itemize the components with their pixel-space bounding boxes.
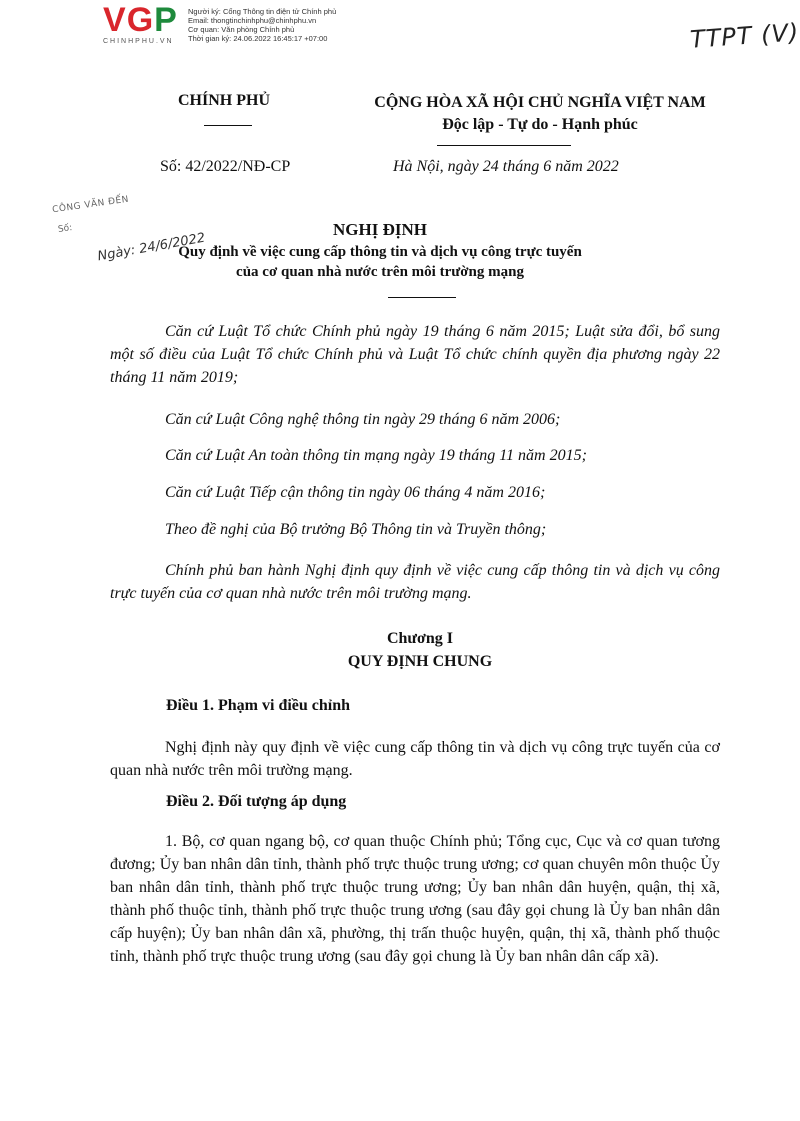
signature-agency: Cơ quan: Văn phòng Chính phủ xyxy=(188,25,295,34)
article-2-heading: Điều 2. Đối tượng áp dụng xyxy=(166,793,347,810)
chapter-number: Chương I xyxy=(386,630,454,647)
nation-name: CỘNG HÒA XÃ HỘI CHỦ NGHĨA VIỆT NAM xyxy=(374,94,706,111)
legal-basis-5: Theo đề nghị của Bộ trưởng Bộ Thông tin và Truyền thông; xyxy=(165,521,547,538)
vgp-logo: VGP xyxy=(103,1,178,39)
legal-basis-3: Căn cứ Luật An toàn thông tin mạng ngày 19 tháng 11 năm 2015; xyxy=(165,447,587,464)
title-underline xyxy=(388,297,456,298)
decree-type: NGHỊ ĐỊNH xyxy=(333,220,427,239)
decree-subject-line-1: Quy định về việc cung cấp thông tin và dịch vụ công trực tuyến xyxy=(178,244,582,260)
chapter-name: QUY ĐỊNH CHUNG xyxy=(347,653,493,670)
legal-basis-1: Căn cứ Luật Tổ chức Chính phủ ngày 19 tháng 6 năm 2015; Luật sửa đổi, bổ sung một số điều của Luật Tổ chức Chính phủ và Luật Tổ chức chính quyền địa phương ngày 22 tháng 11 năm 2019; xyxy=(110,323,720,386)
signature-info xyxy=(188,7,336,43)
handwritten-note: TTPT (V) xyxy=(689,18,800,54)
motto-underline xyxy=(437,145,571,146)
legal-basis-2: Căn cứ Luật Công nghệ thông tin ngày 29 tháng 6 năm 2006; xyxy=(165,411,561,428)
chapter-heading xyxy=(220,627,620,673)
issuing-organization: CHÍNH PHỦ xyxy=(178,92,270,109)
document-number: Số: 42/2022/NĐ-CP xyxy=(160,158,291,175)
organization-underline xyxy=(204,125,252,126)
stamp-line-2: Số: xyxy=(57,223,73,235)
national-motto: Độc lập - Tự do - Hạnh phúc xyxy=(442,116,638,133)
decree-title xyxy=(150,220,610,282)
decree-subject-line-2: của cơ quan nhà nước trên môi trường mạng xyxy=(236,264,524,280)
legal-basis-4: Căn cứ Luật Tiếp cận thông tin ngày 06 tháng 4 năm 2016; xyxy=(165,484,546,501)
article-1-heading: Điều 1. Phạm vi điều chỉnh xyxy=(166,697,351,714)
signature-time: Thời gian ký: 24.06.2022 16:45:17 +07:00 xyxy=(188,34,328,43)
signature-email: Email: thongtinchinhphu@chinhphu.vn xyxy=(188,16,317,25)
article-2-body: 1. Bộ, cơ quan ngang bộ, cơ quan thuộc Chính phủ; Tổng cục, Cục và cơ quan tương đương; Ủy ban nhân dân tỉnh, thành phố trực thuộc trung ương; cơ quan chuyên môn thuộc Ủy ban nhân dân tỉnh, thành phố trực thuộc trung ương; Ủy ban nhân dân huyện, quận, thị xã, thành phố thuộc tỉnh, thành phố trực thuộc trung ương (sau đây gọi chung là Ủy ban nhân dân cấp huyện); Ủy ban nhân dân xã, phường, thị trấn thuộc huyện, quận, thị xã, thành phố thuộc tỉnh, thành phố trực thuộc trung ương (sau đây gọi chung là Ủy ban nhân dân cấp xã). xyxy=(110,833,720,965)
national-title xyxy=(340,92,740,136)
stamp-line-1: CÔNG VĂN ĐẾN xyxy=(51,194,130,216)
enactment-clause: Chính phủ ban hành Nghị định quy định về việc cung cấp thông tin và dịch vụ công trực tuyến của cơ quan nhà nước trên môi trường mạng. xyxy=(110,562,720,602)
vgp-logo-subtitle: CHINHPHU.VN xyxy=(103,38,174,45)
document-date: Hà Nội, ngày 24 tháng 6 năm 2022 xyxy=(393,158,619,175)
signature-signer: Người ký: Cổng Thông tin điện tử Chính phủ xyxy=(188,7,337,16)
article-1-body: Nghị định này quy định về việc cung cấp thông tin và dịch vụ công trực tuyến của cơ quan nhà nước trên môi trường mạng. xyxy=(110,739,720,779)
stamp-date: Ngày: 24/6/2022 xyxy=(96,230,207,265)
